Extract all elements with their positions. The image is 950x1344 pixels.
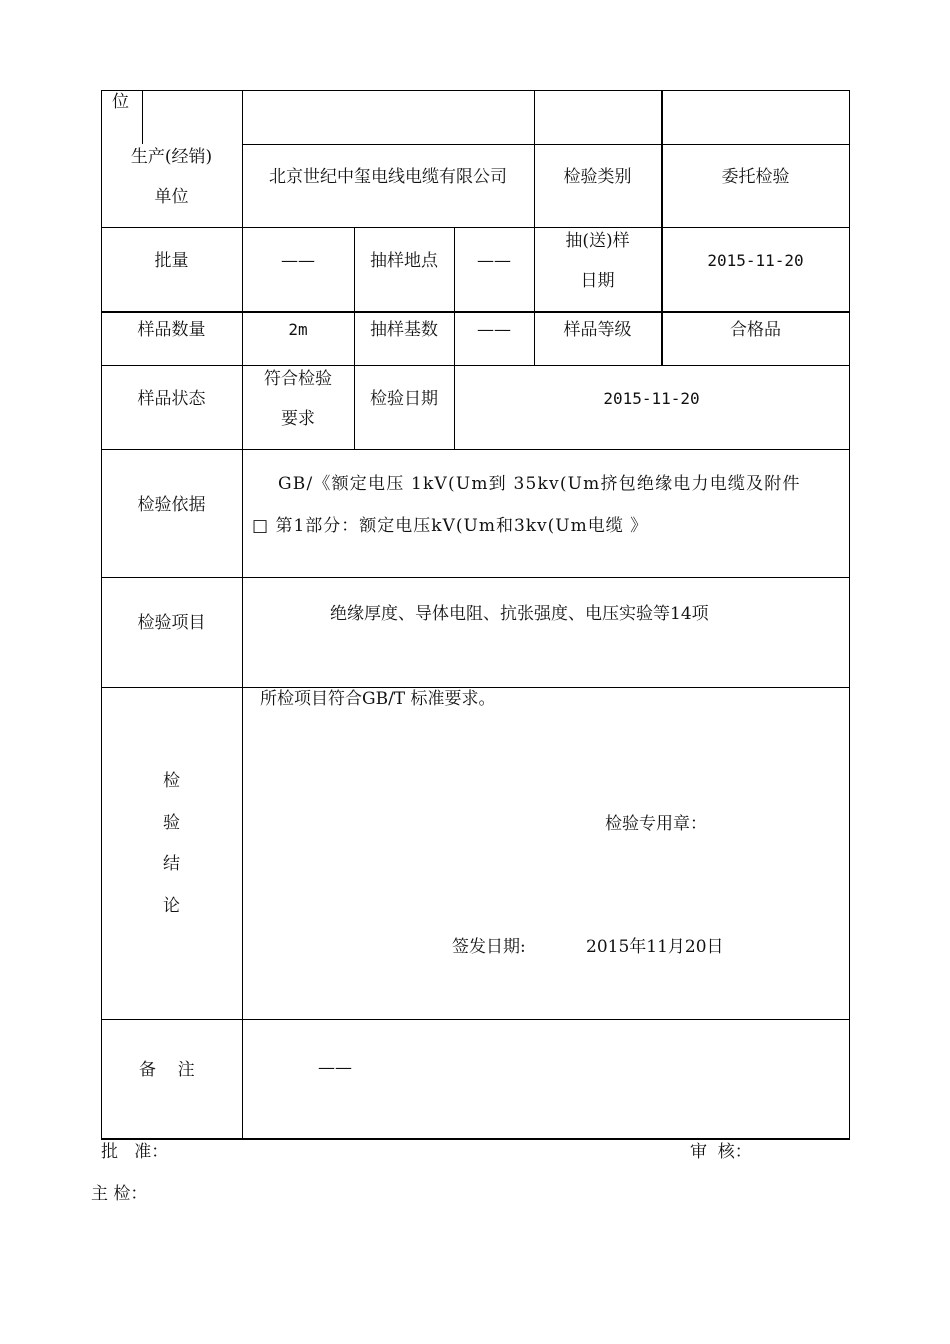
sampling-base-label: 抽样基数 xyxy=(370,320,438,340)
approve-label: 批 准： xyxy=(101,1142,169,1162)
sampling-date-label-line2: 日期 xyxy=(580,271,615,291)
sampling-date-label-line1: 抽(送)样 xyxy=(565,231,630,251)
producer-value: 北京世纪中玺电线电缆有限公司 xyxy=(269,167,507,187)
basis-line-2: □ 第1部分：额定电压kV(Um和3kv(Um电缆 》 xyxy=(252,516,649,536)
inspection-type-value: 委托检验 xyxy=(721,167,790,187)
inspection-type-label: 检验类别 xyxy=(563,167,632,187)
conclusion-label-char-4: 论 xyxy=(163,896,180,916)
unit-label-tail: 位 xyxy=(112,92,129,112)
sample-status-label: 样品状态 xyxy=(137,389,206,409)
sampling-base-value: —— xyxy=(477,320,511,340)
basis-line-1: GB/《额定电压 1kV(Um到 35kv(Um挤包绝缘电力电缆及附件 xyxy=(278,474,801,494)
producer-label-line2: 单位 xyxy=(154,187,189,207)
items-value: 绝缘厚度、导体电阻、抗张强度、电压实验等14项 xyxy=(330,604,709,624)
sample-status-value-line2: 要求 xyxy=(281,409,315,429)
review-label: 审 核： xyxy=(690,1142,752,1162)
items-label: 检验项目 xyxy=(137,613,206,633)
remark-label: 备 注 xyxy=(139,1060,195,1080)
basis-label: 检验依据 xyxy=(137,495,206,515)
sample-qty-value: 2m xyxy=(288,320,308,339)
conclusion-label-char-2: 验 xyxy=(163,813,180,833)
sampling-place-label: 抽样地点 xyxy=(370,251,438,271)
producer-label-line1: 生产(经销) xyxy=(130,147,213,167)
conclusion-text: 所检项目符合GB/T 标准要求。 xyxy=(260,689,496,709)
batch-value: —— xyxy=(281,251,315,271)
sampling-place-value: —— xyxy=(477,251,511,271)
issue-date-label: 签发日期: xyxy=(452,937,526,957)
seal-label: 检验专用章： xyxy=(605,814,707,834)
issue-date-value: 2015年11月20日 xyxy=(586,937,724,957)
conclusion-label-char-3: 结 xyxy=(163,854,180,874)
conclusion-label-char-1: 检 xyxy=(163,771,180,791)
inspection-date-label: 检验日期 xyxy=(370,389,438,409)
sampling-date-value: 2015-11-20 xyxy=(707,251,804,270)
sample-status-value-line1: 符合检验 xyxy=(264,369,332,389)
remark-value: —— xyxy=(318,1058,352,1078)
sample-grade-label: 样品等级 xyxy=(563,320,632,340)
inspection-date-value: 2015-11-20 xyxy=(603,389,700,408)
batch-label: 批量 xyxy=(154,251,189,271)
sample-grade-value: 合格品 xyxy=(730,320,781,340)
sample-qty-label: 样品数量 xyxy=(137,320,206,340)
main-inspector-label: 主 检： xyxy=(91,1184,148,1204)
